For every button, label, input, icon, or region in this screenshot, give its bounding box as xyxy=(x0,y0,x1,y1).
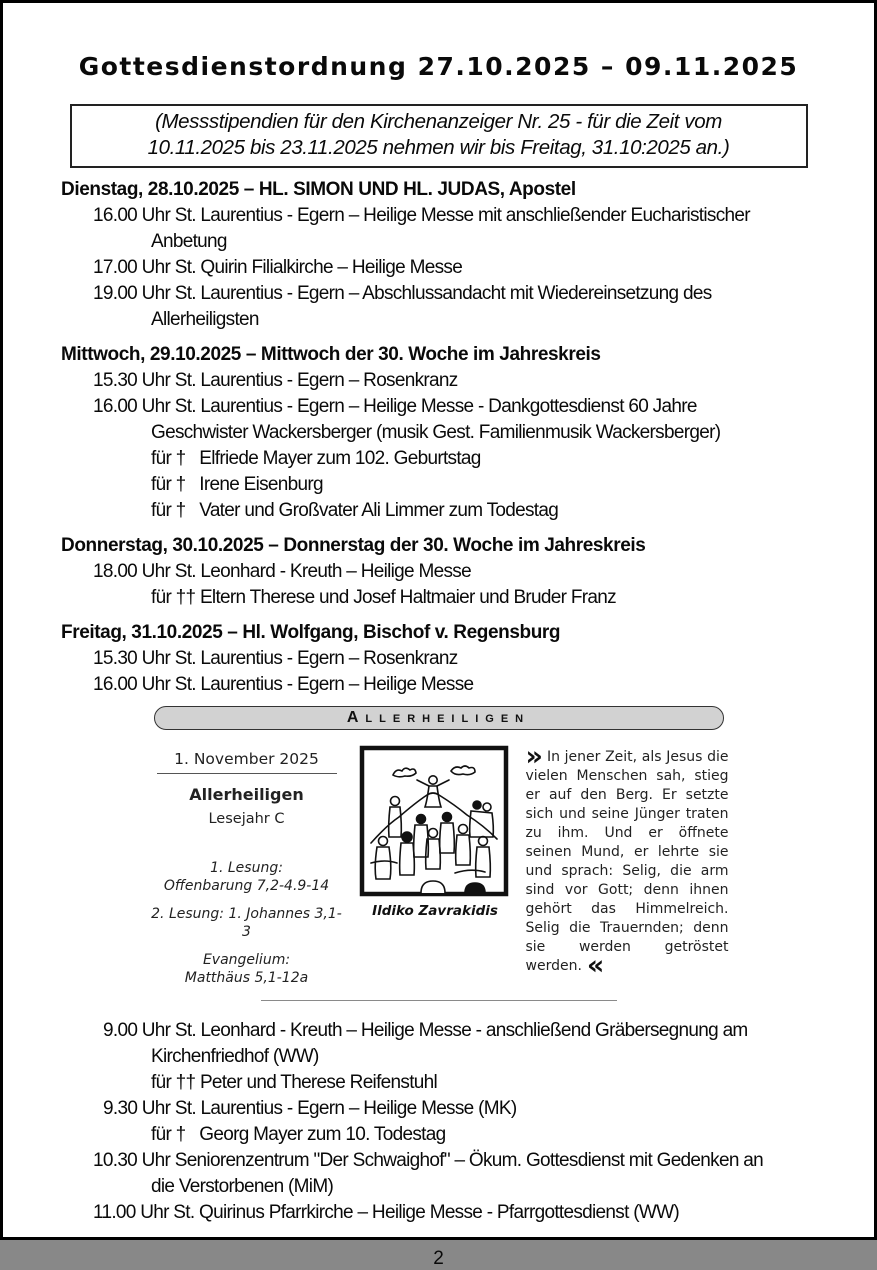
service-line: 19.00 Uhr St. Laurentius - Egern – Abschlussandacht mit Wiedereinsetzung des xyxy=(93,283,712,304)
service-line: 16.00 Uhr St. Laurentius - Egern – Heilige Messe - Dankgottesdienst 60 Jahre xyxy=(93,396,697,417)
day-heading: Dienstag, 28.10.2025 – HL. SIMON UND HL. JUDAS, Apostel xyxy=(61,179,576,200)
service-line: 9.00 Uhr St. Leonhard - Kreuth – Heilige Messe - anschließend Gräbersegnung am xyxy=(103,1020,748,1041)
day-heading: Freitag, 31.10.2025 – Hl. Wolfgang, Bischof v. Regensburg xyxy=(61,622,561,643)
allerheiligen-banner-label: Allerheiligen xyxy=(346,709,531,726)
second-reading-ref: 2. Lesung: 1. Johannes 3,1-3 xyxy=(151,906,342,940)
service-line-continuation: Geschwister Wackersberger (musik Gest. Familienmusik Wackersberger) xyxy=(151,422,721,443)
stipend-notice-line-2: 10.11.2025 bis 23.11.2025 nehmen wir bis Freitag, 31.10:2025 an.) xyxy=(147,136,730,159)
service-line: 17.00 Uhr St. Quirin Filialkirche – Heilige Messe xyxy=(93,257,463,278)
gospel-quote-column xyxy=(526,740,729,987)
day-heading: Mittwoch, 29.10.2025 – Mittwoch der 30. Woche im Jahreskreis xyxy=(61,344,601,365)
page-title: Gottesdienstordnung 27.10.2025 – 09.11.2025 xyxy=(78,52,799,81)
allerheiligen-banner xyxy=(154,706,724,730)
service-line: 16.00 Uhr St. Laurentius - Egern – Heilige Messe mit anschließender Eucharistischer xyxy=(93,205,750,226)
lectionary-year: Lesejahr C xyxy=(208,811,285,827)
allerheiligen-services xyxy=(61,1018,844,1226)
service-line: 9.30 Uhr St. Laurentius - Egern – Heilige Messe (MK) xyxy=(103,1098,517,1119)
day-section-mittwoch xyxy=(61,342,844,524)
mass-intention-line: für † Vater und Großvater Ali Limmer zum Todestag xyxy=(151,500,559,521)
feast-illustration-column xyxy=(359,740,511,987)
mass-intention-line: für † Elfriede Mayer zum 102. Geburtstag xyxy=(151,448,481,469)
mass-stipend-notice-box xyxy=(70,104,808,168)
service-line-continuation: die Verstorbenen (MiM) xyxy=(151,1176,334,1197)
section-divider xyxy=(261,1000,617,1001)
day-section-dienstag xyxy=(61,177,844,333)
service-schedule xyxy=(61,177,844,698)
gospel-quote-text: In jener Zeit, als Jesus die vielen Menschen sah, stieg er auf den Berg. Er setzte sich und seine Jünger traten zu ihm. Und er öffnete seinen Mund, er lehrte sie und sprach: Selig, die arm sind vor Gott; denn ihnen gehört das Himmelreich. Selig die Trauernden; denn sie werden getröstet werden. xyxy=(525,749,729,974)
first-reading-ref: Offenbarung 7,2-4.9-14 xyxy=(163,878,330,894)
service-line: 11.00 Uhr St. Quirinus Pfarrkirche – Heilige Messe - Pfarrgottesdienst (WW) xyxy=(93,1202,679,1223)
service-line: 16.00 Uhr St. Laurentius - Egern – Heilige Messe xyxy=(93,674,474,695)
mass-intention-line: für †† Peter und Therese Reifenstuhl xyxy=(151,1072,438,1093)
stipend-notice-line-1: (Messstipendien für den Kirchenanzeiger Nr. 25 - für die Zeit vom xyxy=(155,110,722,133)
service-line-continuation: Kirchenfriedhof (WW) xyxy=(151,1046,319,1067)
closing-guillemet: « xyxy=(586,950,602,981)
mass-intention-line: für † Georg Mayer zum 10. Todestag xyxy=(151,1124,446,1145)
first-reading-label: 1. Lesung: xyxy=(210,860,283,876)
service-line-continuation: Anbetung xyxy=(151,231,227,252)
feast-readings-column xyxy=(149,740,345,987)
service-line: 15.30 Uhr St. Laurentius - Egern – Rosenkranz xyxy=(93,370,458,391)
day-section-freitag xyxy=(61,620,844,698)
opening-guillemet: » xyxy=(525,741,540,772)
service-line: 15.30 Uhr St. Laurentius - Egern – Rosenkranz xyxy=(93,648,458,669)
feast-date: 1. November 2025 xyxy=(157,750,337,774)
service-line: 10.30 Uhr Seniorenzentrum "Der Schwaighof" – Ökum. Gottesdienst mit Gedenken an xyxy=(93,1150,764,1171)
gospel-label: Evangelium: xyxy=(202,952,291,968)
mass-intention-line: für †† Eltern Therese und Josef Haltmaier und Bruder Franz xyxy=(151,587,616,608)
mass-intention-line: für † Irene Eisenburg xyxy=(151,474,323,495)
sermon-on-the-mount-illustration xyxy=(359,745,509,897)
day-section-donnerstag xyxy=(61,533,844,611)
feast-name: Allerheiligen xyxy=(189,785,304,804)
service-line: 18.00 Uhr St. Leonhard - Kreuth – Heilige Messe xyxy=(93,561,471,582)
page-number: 2 xyxy=(433,1248,444,1269)
day-heading: Donnerstag, 30.10.2025 – Donnerstag der 30. Woche im Jahreskreis xyxy=(61,535,646,556)
gospel-quote xyxy=(525,741,729,981)
service-line-continuation: Allerheiligsten xyxy=(151,309,259,330)
feast-info-block xyxy=(149,740,729,987)
illustration-credit: Ildiko Zavrakidis xyxy=(372,903,498,919)
gospel-ref: Matthäus 5,1-12a xyxy=(184,970,309,986)
